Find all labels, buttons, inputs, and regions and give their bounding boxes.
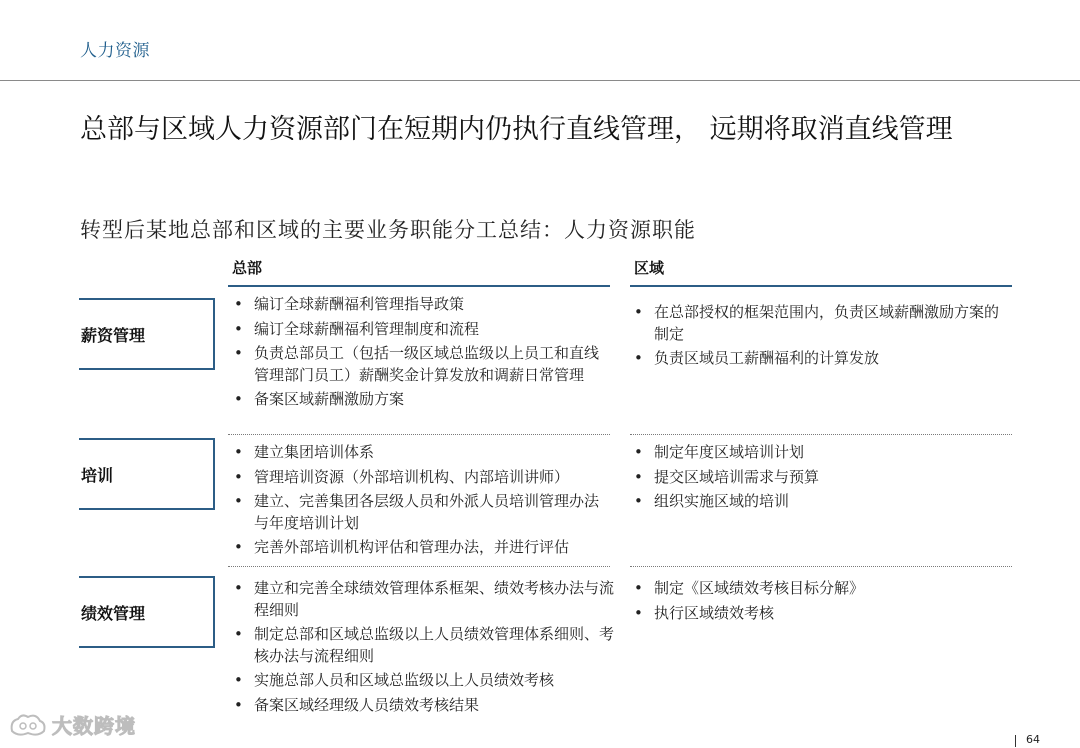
list-item: • 建立和完善全球绩效管理体系框架、绩效考核办法与流程细则 bbox=[232, 578, 617, 621]
column-header-region: 区域 bbox=[634, 259, 665, 277]
row-label-training: 培训 bbox=[79, 438, 215, 510]
column-rule-hq bbox=[228, 285, 610, 287]
page-number: 64 bbox=[1026, 733, 1040, 746]
list-item: • 实施总部人员和区域总监级以上人员绩效考核 bbox=[232, 670, 617, 692]
column-header-hq: 总部 bbox=[232, 259, 263, 277]
region-list-salary bbox=[632, 302, 1007, 373]
page-title: 总部与区域人力资源部门在短期内仍执行直线管理， 远期将取消直线管理 bbox=[80, 114, 953, 145]
list-item: • 编订全球薪酬福利管理指导政策 bbox=[232, 294, 612, 316]
row-label-salary: 薪资管理 bbox=[79, 298, 215, 370]
list-item: • 在总部授权的框架范围内，负责区域薪酬激励方案的制定 bbox=[632, 302, 1007, 345]
list-item: • 备案区域薪酬激励方案 bbox=[232, 389, 612, 411]
watermark-logo-icon bbox=[8, 711, 48, 739]
row-divider-hq bbox=[228, 434, 610, 435]
page-number-divider bbox=[1015, 735, 1016, 747]
list-item: • 管理培训资源（外部培训机构、内部培训讲师） bbox=[232, 467, 612, 489]
row-divider-region bbox=[630, 566, 1012, 567]
list-item: • 组织实施区域的培训 bbox=[632, 491, 1007, 513]
list-item: • 制定总部和区域总监级以上人员绩效管理体系细则、考核办法与流程细则 bbox=[232, 624, 617, 667]
list-item: • 提交区域培训需求与预算 bbox=[632, 467, 1007, 489]
list-item: • 完善外部培训机构评估和管理办法，并进行评估 bbox=[232, 537, 612, 559]
list-item: • 制定年度区域培训计划 bbox=[632, 442, 1007, 464]
hq-list-performance bbox=[232, 578, 617, 719]
hq-list-training bbox=[232, 442, 612, 562]
row-divider-region bbox=[630, 434, 1012, 435]
row-label-performance: 绩效管理 bbox=[79, 576, 215, 648]
list-item: • 建立集团培训体系 bbox=[232, 442, 612, 464]
section-label: 人力资源 bbox=[80, 41, 150, 61]
row-divider-hq bbox=[228, 566, 610, 567]
watermark-text: 大数跨境 bbox=[52, 714, 136, 738]
list-item: • 执行区域绩效考核 bbox=[632, 603, 1007, 625]
watermark bbox=[8, 710, 136, 739]
header-divider bbox=[0, 80, 1080, 81]
list-item: • 负责区域员工薪酬福利的计算发放 bbox=[632, 348, 1007, 370]
list-item: • 备案区域经理级人员绩效考核结果 bbox=[232, 695, 617, 717]
page-subtitle: 转型后某地总部和区域的主要业务职能分工总结：人力资源职能 bbox=[80, 218, 696, 242]
list-item: • 负责总部员工（包括一级区域总监级以上员工和直线管理部门员工）薪酬奖金计算发放和调薪日常管理 bbox=[232, 343, 612, 386]
region-list-training bbox=[632, 442, 1007, 516]
hq-list-salary bbox=[232, 294, 612, 414]
list-item: • 制定《区域绩效考核目标分解》 bbox=[632, 578, 1007, 600]
list-item: • 编订全球薪酬福利管理制度和流程 bbox=[232, 319, 612, 341]
column-rule-region bbox=[630, 285, 1012, 287]
list-item: • 建立、完善集团各层级人员和外派人员培训管理办法与年度培训计划 bbox=[232, 491, 612, 534]
region-list-performance bbox=[632, 578, 1007, 627]
